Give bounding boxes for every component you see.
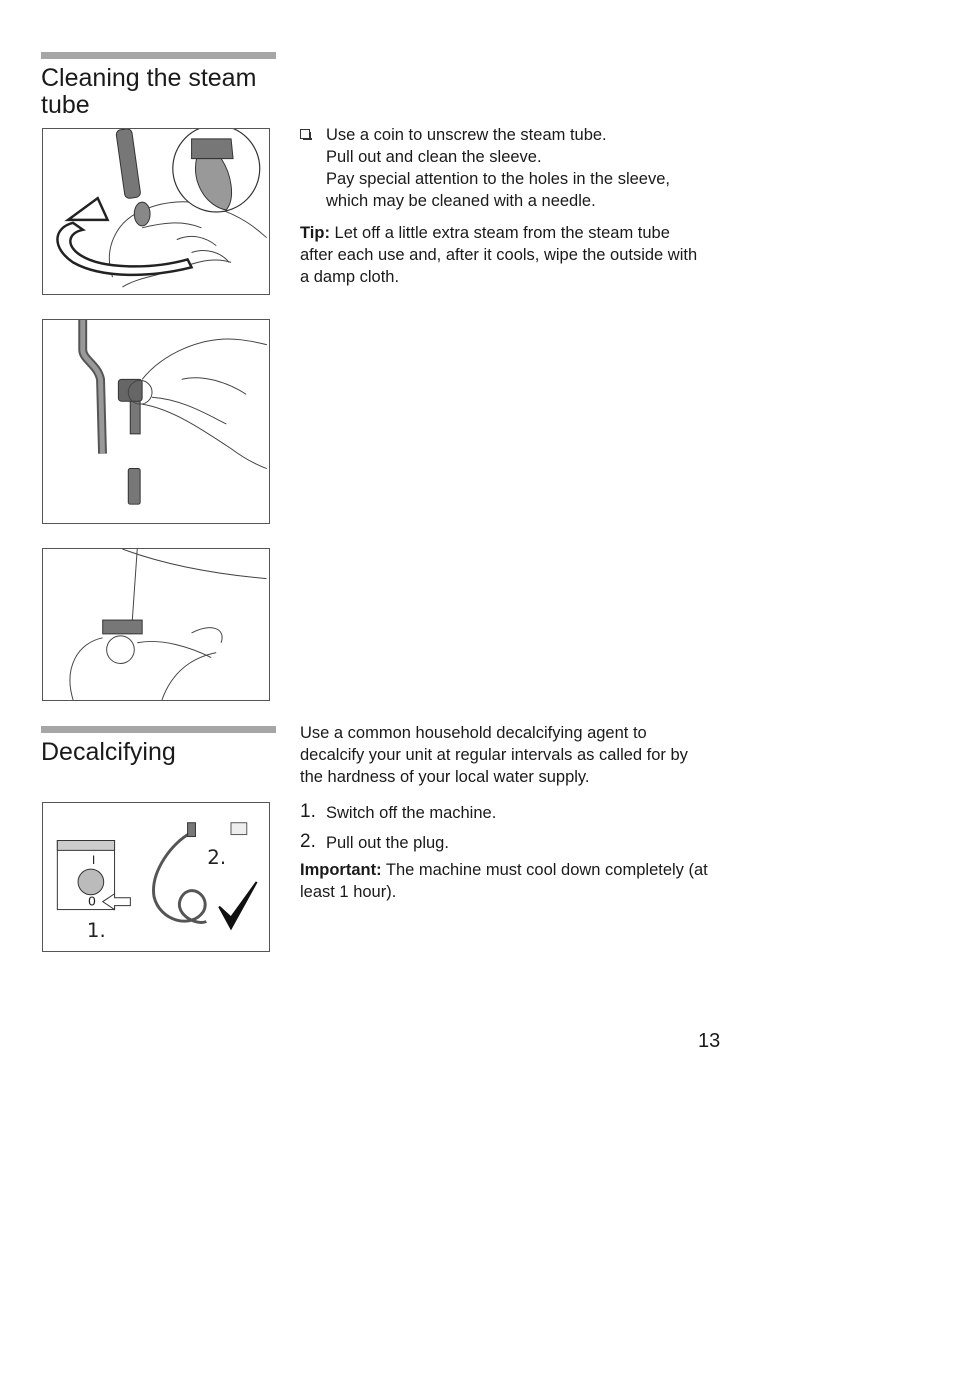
bullet-item-unscrew: [300, 124, 730, 212]
step-item: [300, 832, 730, 862]
decalcifying-intro: Use a common household decalcifying agent to decalcify your unit at regular intervals as called for by the hardness of your local water supply.: [300, 724, 688, 786]
figure-unscrew-steam-tube: [42, 128, 270, 295]
heading-cleaning-steam-tube: Cleaning the steam tube: [41, 64, 257, 119]
step-2-figure-label: 2.: [207, 846, 227, 870]
figure-clean-with-needle: [42, 548, 270, 701]
illustration-switch-off-unplug: [43, 803, 269, 951]
step-number: 2.: [300, 831, 316, 852]
heading-decalcifying: Decalcifying: [41, 738, 176, 766]
illustration-remove-sleeve: [43, 320, 269, 523]
switch-off-label: 0: [87, 894, 97, 910]
step-text: Switch off the machine.: [326, 804, 497, 822]
bullet-line: Pay special attention to the holes in the sleeve,: [326, 170, 670, 188]
illustration-coin-unscrew: [43, 129, 269, 294]
page-number: 13: [698, 1030, 721, 1052]
checkmark-icon: [219, 882, 256, 928]
figure-pull-out-sleeve: [42, 319, 270, 524]
section-rule-cleaning: [41, 52, 276, 59]
bullet-line: Use a coin to unscrew the steam tube.: [326, 126, 607, 144]
tip-text: Let off a little extra steam from the steam tube after each use and, after it cools, wipe the outside with a damp cloth.: [300, 224, 698, 286]
important-text: The machine must cool down completely (at least 1 hour).: [300, 861, 708, 901]
tip-label: Tip:: [300, 224, 330, 242]
step-number: 1.: [300, 801, 316, 822]
figure-switch-off-unplug: [42, 802, 270, 952]
important-label: Important:: [300, 861, 382, 879]
cleaning-instructions: [300, 124, 730, 288]
decalcifying-steps: [300, 802, 730, 862]
bullet-line: which may be cleaned with a needle.: [326, 192, 596, 210]
checkbox-bullet-icon: [300, 129, 310, 139]
bullet-line: Pull out and clean the sleeve.: [326, 148, 542, 166]
illustration-needle-clean: [43, 549, 269, 700]
step-1-figure-label: 1.: [86, 919, 106, 943]
step-text: Pull out the plug.: [326, 834, 449, 852]
switch-on-label: I: [91, 853, 96, 868]
tip-paragraph: [300, 222, 700, 288]
important-paragraph: [300, 859, 725, 903]
step-item: [300, 802, 730, 832]
section-rule-decalcifying: [41, 726, 276, 733]
